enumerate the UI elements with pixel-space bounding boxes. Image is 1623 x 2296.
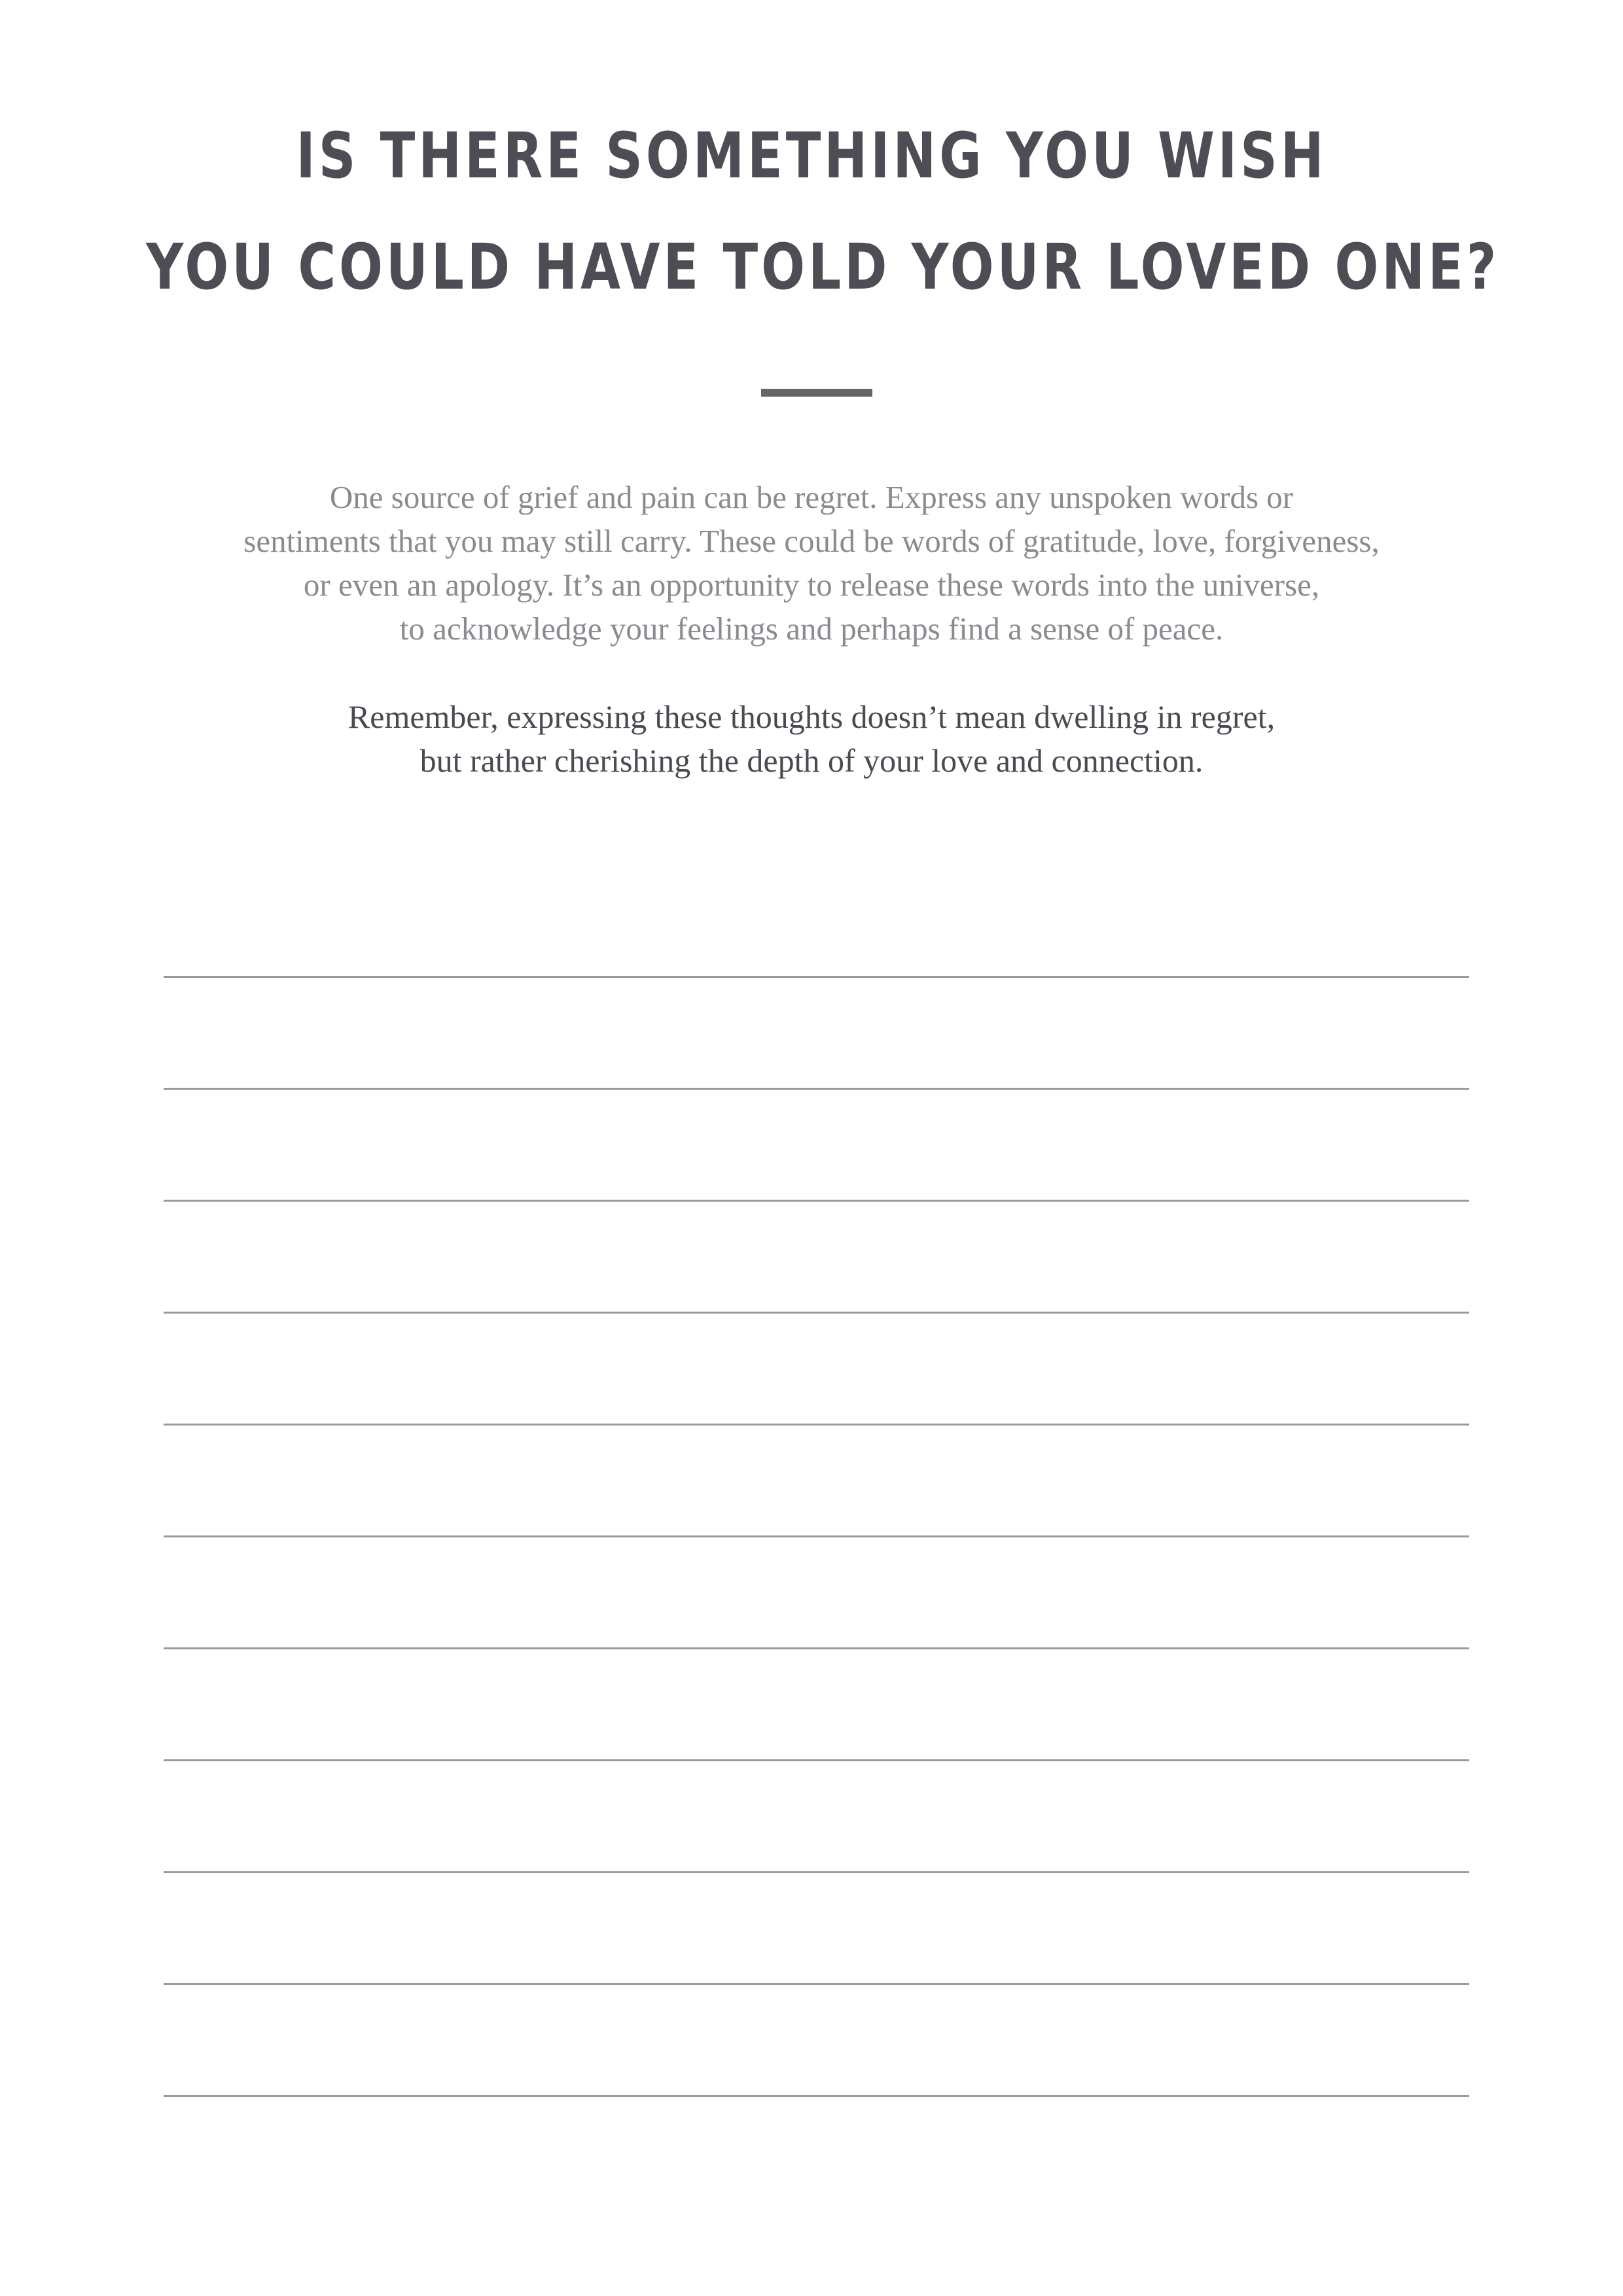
writing-line[interactable] — [164, 2095, 1469, 2097]
title-divider — [761, 389, 872, 397]
page-title-line-2: YOU COULD HAVE TOLD YOUR LOVED ONE? — [146, 230, 1500, 304]
writing-line[interactable] — [164, 1312, 1469, 1314]
writing-line[interactable] — [164, 1983, 1469, 1985]
writing-line[interactable] — [164, 1200, 1469, 1202]
remember-line: Remember, expressing these thoughts doesn’t mean dwelling in regret, — [348, 698, 1275, 735]
intro-line: One source of grief and pain can be regret. Express any unspoken words or — [329, 479, 1294, 515]
intro-line: or even an apology. It’s an opportunity to release these words into the universe, — [303, 567, 1320, 603]
writing-line[interactable] — [164, 1088, 1469, 1090]
intro-paragraph — [0, 475, 1623, 651]
remember-line: but rather cherishing the depth of your love and connection. — [419, 742, 1204, 779]
writing-line[interactable] — [164, 976, 1469, 978]
writing-line[interactable] — [164, 1647, 1469, 1649]
writing-line[interactable] — [164, 1424, 1469, 1426]
writing-line[interactable] — [164, 1759, 1469, 1761]
writing-line[interactable] — [164, 1535, 1469, 1537]
intro-line: to acknowledge your feelings and perhaps find a sense of peace. — [399, 611, 1224, 647]
remember-paragraph — [0, 695, 1623, 783]
intro-line: sentiments that you may still carry. These could be words of gratitude, love, forgiveness, — [243, 523, 1380, 559]
writing-line[interactable] — [164, 1871, 1469, 1873]
page-title-line-1: IS THERE SOMETHING YOU WISH — [296, 119, 1327, 192]
